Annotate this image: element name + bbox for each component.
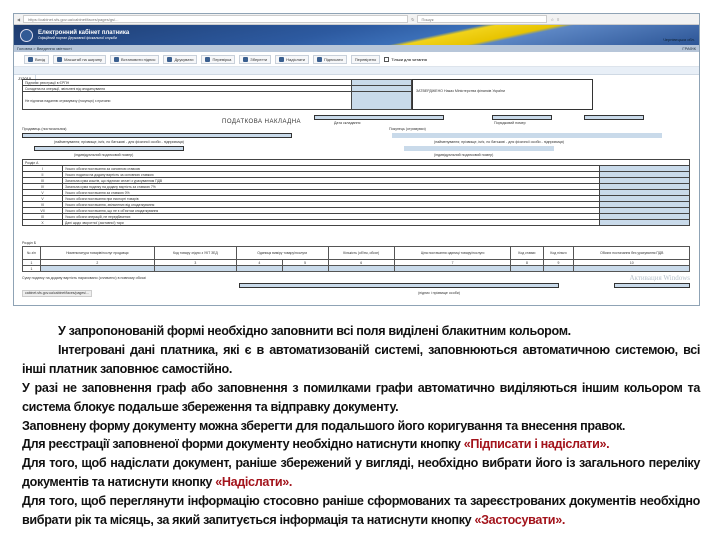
app-title: Електронний кабінет платника <box>38 30 130 36</box>
top-table <box>22 79 412 110</box>
breadcrumb <box>14 45 699 52</box>
row-label: Усього обсяги постачання, що не є об'єктом оподаткування <box>63 208 600 214</box>
goods-field[interactable] <box>328 266 394 272</box>
goods-field[interactable] <box>394 266 510 272</box>
toolbar-icon <box>167 57 172 62</box>
toolbar-button[interactable] <box>110 55 159 64</box>
column-header: Кількість (об'єм, обсяг) <box>328 247 394 260</box>
toolbar-button-label: Вихід <box>35 56 46 62</box>
seller-label: Продавець (постачальник) <box>22 127 67 131</box>
column-number: 8 <box>511 260 543 266</box>
column-header: Код ставки <box>511 247 543 260</box>
user-name[interactable]: Чернівецька обл. <box>663 37 695 42</box>
column-number: 3 <box>154 260 236 266</box>
instruction-4: Заповнену форму документу можна зберегти для подальшого його коригування та внесення правок. <box>22 418 626 433</box>
column-number: 6 <box>328 260 394 266</box>
app-screenshot <box>13 13 700 306</box>
toolbar-icon <box>243 57 248 62</box>
toolbar-button-label: Підписати <box>324 56 343 62</box>
field[interactable] <box>352 92 412 110</box>
row-number: V <box>23 190 63 196</box>
breadcrumb-right[interactable]: ГРАФІК <box>682 46 696 51</box>
instruction-1: У запропонованій формі необхідно заповнити всі поля виділені блакитним кольором. <box>58 324 571 338</box>
column-number: 1 <box>23 260 41 266</box>
goods-field[interactable] <box>574 266 690 272</box>
top-row: Не підлягає наданню отримувачу (покупцю) з причини <box>23 92 352 110</box>
toolbar-icon <box>205 57 210 62</box>
bookmark-icon[interactable]: ☆ <box>550 16 555 22</box>
table-row <box>23 220 690 226</box>
column-header: Обсяги постачання без урахування ПДВ <box>574 247 690 260</box>
tab-bar <box>14 67 699 81</box>
signer-row <box>22 283 690 288</box>
toolbar-button[interactable] <box>239 55 271 64</box>
buyer-label: Покупець (отримувач) <box>389 127 426 131</box>
instructions <box>22 322 700 530</box>
section-b-label: Розділ Б <box>22 241 37 245</box>
checkbox-icon[interactable] <box>384 57 389 62</box>
row-label: Загальна сума коштів, що підлягає сплаті з урахуванням ПДВ <box>63 178 600 184</box>
instruction-5-text: Для реєстрації заповненої форми документу необхідно натиснути кнопку <box>22 437 464 452</box>
checkbox-label: Тільки для читання <box>391 56 427 62</box>
back-icon[interactable]: ◀ <box>17 16 21 22</box>
header-banner <box>14 25 699 45</box>
ipn-caption: (індивідуальний податковий номер) <box>434 153 494 157</box>
goods-field[interactable] <box>154 266 236 272</box>
seller-name-field[interactable] <box>22 133 292 138</box>
form-toolbar <box>14 52 699 67</box>
section-a-label: Розділ А <box>23 160 690 166</box>
column-number: 2 <box>40 260 154 266</box>
row-label: Усього обсяги постачання при експорті товарів <box>63 196 600 202</box>
toolbar-button[interactable] <box>275 55 309 64</box>
column-header: № з/п <box>23 247 41 260</box>
toolbar-button-label: Масштаб на ширину <box>64 56 103 62</box>
footnote: Суму податку на додану вартість нараховано (сплачено) в повному обсязі <box>22 275 146 280</box>
toolbar-icon <box>114 57 119 62</box>
logo-icon <box>20 29 33 42</box>
column-number: 7 <box>394 260 510 266</box>
toolbar-button-label: Надіслати <box>286 56 306 62</box>
toolbar-button[interactable] <box>313 55 347 64</box>
column-header: Код пільги <box>543 247 574 260</box>
toolbar-icon <box>279 57 284 62</box>
goods-table <box>22 246 690 272</box>
row-number: IV <box>23 184 63 190</box>
branch-field[interactable] <box>584 115 644 120</box>
tax-invoice-form <box>14 75 699 305</box>
signer-caption: (підпис і прізвище особи) <box>418 291 460 295</box>
date-field[interactable] <box>314 115 444 120</box>
column-header: Одиниця виміру товару/послуги <box>236 247 328 260</box>
row-label: Усього обсяги постачання за основною ставкою <box>63 166 600 172</box>
toolbar-button-label: Зберегти <box>250 56 268 62</box>
row-number: V <box>23 196 63 202</box>
toolbar-icon <box>28 57 33 62</box>
ipn-caption: (індивідуальний податковий номер) <box>74 153 134 157</box>
column-header: Ціна постачання одиниці товару/послуги <box>394 247 510 260</box>
instruction-7-text: Для того, щоб переглянути інформацію стосовно раніше сформованих та зареєстрованих документів необхідно вибрати рік та місяць, за який запитується інформація та натиснути кнопку <box>22 494 700 528</box>
row-label: Дані щодо зворотної (заставної) тари <box>63 220 600 226</box>
menu-icon[interactable]: ≡ <box>557 16 560 22</box>
toolbar-button-label: Друкувати <box>174 56 194 62</box>
app-subtitle: Офіційний портал Державної фіскальної служби <box>38 36 117 40</box>
goods-field[interactable] <box>40 266 154 272</box>
browser-toolbar <box>14 14 699 25</box>
instruction-7 <box>22 492 700 530</box>
section-b <box>22 241 690 297</box>
toolbar-button[interactable] <box>53 55 106 64</box>
approved-box: ЗАТВЕРДЖЕНО Наказ Міністерства фінансів України <box>412 79 593 110</box>
toolbar-button-label: Перевірка <box>212 56 232 62</box>
toolbar-button[interactable] <box>201 55 235 64</box>
section-a-table <box>22 159 690 226</box>
number-label: Порядковий номер <box>494 121 526 125</box>
row-label: Усього обсяги постачання, звільнених від оподаткування <box>63 202 600 208</box>
column-number: 10 <box>574 260 690 266</box>
column-number: 5 <box>282 260 328 266</box>
row-number: X <box>23 220 63 226</box>
caption-row <box>22 290 690 297</box>
toolbar-icon <box>317 57 322 62</box>
address-bar[interactable]: https://cabinet.sfs.gov.ua/cabinet/faces/pages/gs/... <box>23 15 408 23</box>
row-label: Усього податок на додану вартість за основною ставкою <box>63 172 600 178</box>
toolbar-button[interactable] <box>163 55 197 64</box>
column-header: Номенклатура товарів/послуг продавця <box>40 247 154 260</box>
instruction-6-text: Для того, щоб надіслати документ, раніше збережений у вигляді, необхідно вибрати його із загального переліку документів та натиснути кнопку <box>22 456 700 490</box>
buyer-ipn-field[interactable] <box>404 146 554 151</box>
status-url: cabinet.sfs.gov.ua/cabinet/faces/pages/... <box>22 290 92 297</box>
amount-field[interactable] <box>600 220 690 226</box>
column-header: Код товару згідно з УКТ ЗЕД <box>154 247 236 260</box>
table-header-row <box>23 247 690 260</box>
footnote-row <box>22 274 690 282</box>
form-title: ПОДАТКОВА НАКЛАДНА <box>222 119 302 125</box>
breadcrumb-path[interactable]: Головна > Введення звітності <box>17 46 72 51</box>
windows-watermark: Активация Windows <box>629 274 690 282</box>
seller-ipn-field[interactable] <box>34 146 184 151</box>
top-row: Підлягає реєстрації в ЄРПН <box>23 80 352 86</box>
goods-field[interactable] <box>236 266 282 272</box>
toolbar-button-label: Встановити підпис <box>121 56 156 62</box>
column-number: 9 <box>543 260 574 266</box>
apply-button-ref: «Застосувати». <box>474 513 565 528</box>
toolbar-icon <box>57 57 62 62</box>
row-number: II <box>23 172 63 178</box>
signer-field[interactable] <box>239 283 559 288</box>
sign-and-send-button-ref: «Підписати і надіслати». <box>463 437 610 452</box>
row-number: I <box>23 166 63 172</box>
column-number: 4 <box>236 260 282 266</box>
instruction-5 <box>22 435 700 454</box>
row-number: III <box>23 178 63 184</box>
row-number: VI <box>23 202 63 208</box>
goods-field[interactable] <box>543 266 574 272</box>
tab-form[interactable]: J12010 <box>14 75 36 83</box>
row-label: Загальна сума податку на додану вартість за ставкою 7% <box>63 184 600 190</box>
instruction-3: У разі не заповнення граф або заповнення з помилками графи автоматично виділяються іншим кольором та система блокує подальше збереження та відправку документу. <box>22 380 700 414</box>
goods-field[interactable] <box>282 266 328 272</box>
buyer-name-caption: (найменування; прізвище, ім'я, по батькові - для фізичної особи - підприємця) <box>434 140 564 144</box>
buyer-name-field[interactable] <box>392 133 662 138</box>
readonly-checkbox[interactable] <box>384 57 427 62</box>
signer-ipn-field[interactable] <box>614 283 690 288</box>
toolbar-button[interactable] <box>24 55 49 64</box>
row-label: Усього обсяги постачання за ставкою 0% <box>63 190 600 196</box>
send-button-ref: «Надіслати». <box>215 475 293 490</box>
reload-icon[interactable]: ↻ <box>411 16 415 22</box>
goods-field[interactable] <box>511 266 543 272</box>
top-row: Складена на операції, звільнені від оподаткування <box>23 86 352 92</box>
row-number: 1 <box>23 266 41 272</box>
row-number: IX <box>23 214 63 220</box>
table-row <box>23 266 690 272</box>
row-number: VII <box>23 208 63 214</box>
seller-name-caption: (найменування; прізвище, ім'я, по батькові - для фізичної особи - підприємця) <box>54 140 184 144</box>
number-field[interactable] <box>492 115 552 120</box>
date-label: Дата складання <box>334 121 361 125</box>
instruction-2: Інтегровані дані платника, які є в автоматизованій системі, заповнюються автоматичною системою, всі інші платник заповнює самостійно. <box>22 342 700 376</box>
verified-button[interactable]: Перевірено <box>351 55 380 64</box>
row-label: Усього обсяги операцій, не передбачених <box>63 214 600 220</box>
search-input[interactable]: Пошук <box>417 15 547 23</box>
instruction-6 <box>22 454 700 492</box>
